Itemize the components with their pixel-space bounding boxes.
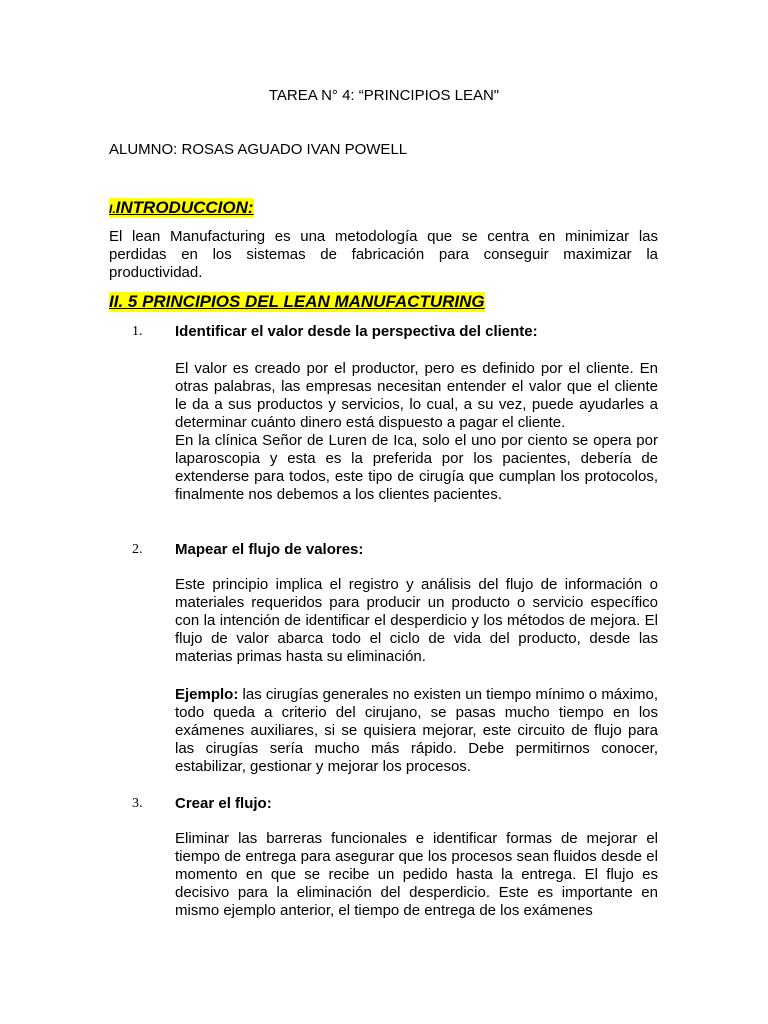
section-heading-text: INTRODUCCION:: [115, 198, 254, 217]
example-text: las cirugías generales no existen un tiempo mínimo o máximo, todo queda a criterio del cirujano, se pasas mucho tiempo en los exámenes auxiliares, si se quisiera mejorar, este circuito de flujo para las cirugías sería mucho más rápido. Debe permitirnos conocer, estabilizar, gestionar y mejorar los procesos.: [175, 686, 658, 775]
list-item-heading: Identificar el valor desde la perspectiva del cliente:: [175, 323, 538, 340]
list-item-number: 3.: [132, 796, 143, 811]
section-heading-principles: II. 5 PRINCIPIOS DEL LEAN MANUFACTURING: [109, 292, 485, 311]
list-item-number: 1.: [132, 324, 143, 339]
list-item-heading: Mapear el flujo de valores:: [175, 541, 364, 558]
document-title: TAREA N° 4: “PRINCIPIOS LEAN": [268, 87, 500, 104]
section-roman-numeral: I.: [109, 202, 116, 216]
student-name: ALUMNO: ROSAS AGUADO IVAN POWELL: [109, 141, 408, 158]
list-item-number: 2.: [132, 542, 143, 557]
intro-paragraph: El lean Manufacturing es una metodología que se centra en minimizar las perdidas en los sistemas de fabricación para conseguir maximizar la productividad.: [109, 228, 658, 281]
list-item-body: [175, 360, 658, 504]
list-item-heading: Crear el flujo:: [175, 795, 272, 812]
section-heading-introduction: [109, 198, 254, 218]
list-item-paragraph: Este principio implica el registro y análisis del flujo de información o materiales requeridos para producir un producto o servicio específico con la intención de identificar el desperdicio y los métodos de mejora. El flujo de valor abarca todo el ciclo de vida del producto, desde las materias primas hasta su eliminación.: [175, 576, 658, 665]
list-item-paragraph: En la clínica Señor de Luren de Ica, solo el uno por ciento se opera por laparoscopia y esta es la preferida por los pacientes, debería de extenderse para todos, este tipo de cirugía que cumplan los protocolos, finalmente nos debemos a los clientes pacientes.: [175, 432, 658, 503]
list-item-paragraph: [175, 686, 658, 776]
list-item-body: [175, 576, 658, 666]
list-item-paragraph: Eliminar las barreras funcionales e identificar formas de mejorar el tiempo de entrega para asegurar que los procesos sean fluidos desde el momento en que se recibe un pedido hasta la entrega. El flujo es decisivo para la eliminación del desperdicio. Este es importante en mismo ejemplo anterior, el tiempo de entrega de los exámenes: [175, 830, 658, 919]
list-item-paragraph: El valor es creado por el productor, pero es definido por el cliente. En otras palabras, las empresas necesitan entender el valor que el cliente le da a sus productos y servicios, lo cual, a su vez, puede ayudarles a determinar cuánto dinero está dispuesto a pagar el cliente.: [175, 360, 658, 431]
example-paragraph: [175, 686, 658, 776]
example-label: Ejemplo:: [175, 686, 239, 703]
list-item-body: [175, 830, 658, 920]
